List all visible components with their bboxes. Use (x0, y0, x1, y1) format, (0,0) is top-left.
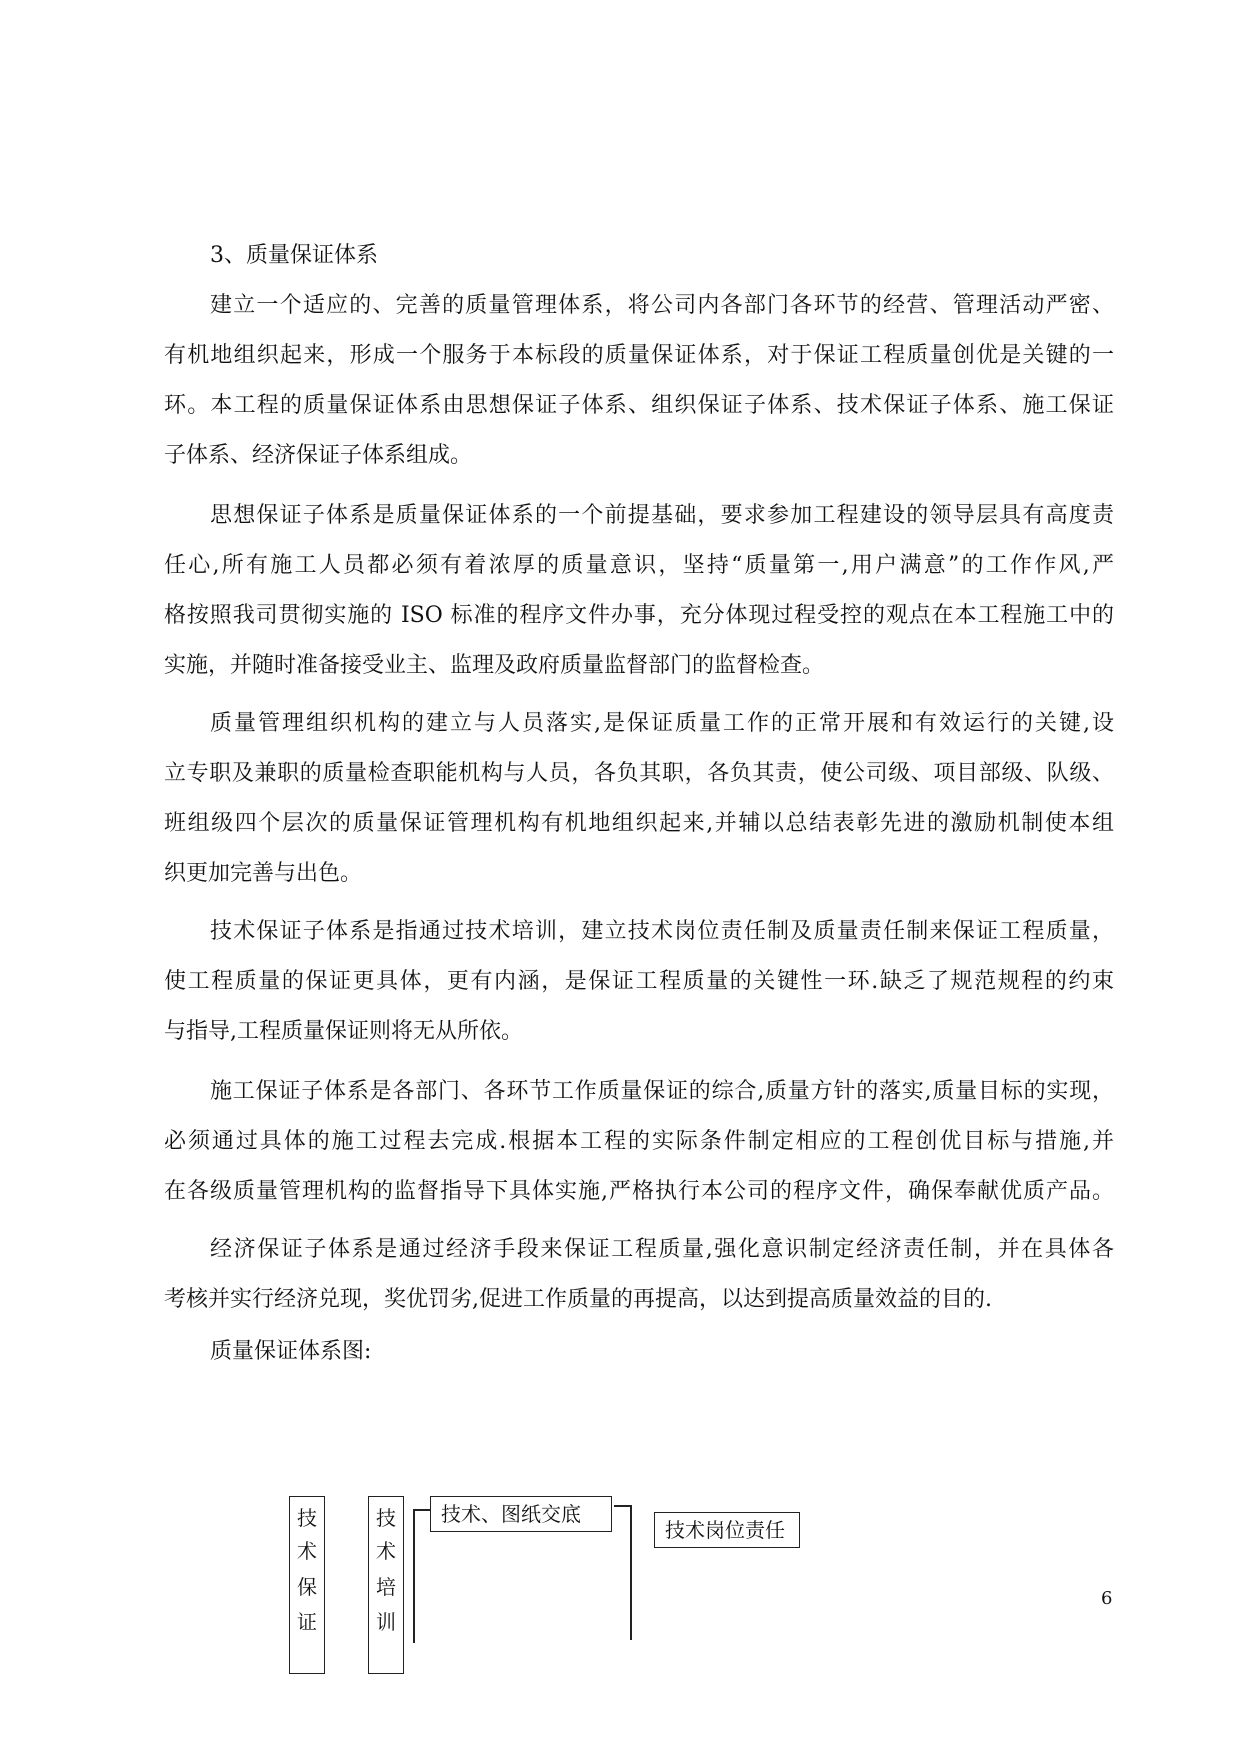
box-post-responsibility: 技术岗位责任 (654, 1512, 800, 1548)
connector-line (413, 1509, 430, 1511)
text-line: 与指导,工程质量保证则将无从所依。 (164, 1019, 523, 1044)
box-text-char: 训 (376, 1610, 396, 1634)
box-text-char: 保 (297, 1575, 317, 1599)
text-line: 环。本工程的质量保证体系由思想保证子体系、组织保证子体系、技术保证子体系、施工保证 (164, 393, 1114, 418)
text-line: 立专职及兼职的质量检查职能机构与人员，各负其职，各负其责，使公司级、项目部级、队级、 (164, 761, 1114, 786)
text-line: 必须通过具体的施工过程去完成.根据本工程的实际条件制定相应的工程创优目标与措施,并 (164, 1129, 1114, 1154)
connector-line (413, 1509, 415, 1643)
box-text-char: 培 (376, 1575, 396, 1599)
text-line: 思想保证子体系是质量保证体系的一个前提基础，要求参加工程建设的领导层具有高度责 (210, 503, 1114, 528)
text-line: 在各级质量管理机构的监督指导下具体实施,严格执行本公司的程序文件，确保奉献优质产品。 (164, 1179, 1114, 1204)
connector-line (630, 1505, 632, 1640)
text-line: 子体系、经济保证子体系组成。 (164, 443, 473, 468)
text-line: 质量管理组织机构的建立与人员落实,是保证质量工作的正常开展和有效运行的关键,设 (210, 711, 1114, 736)
page-number: 6 (1101, 1588, 1113, 1609)
text-line: 考核并实行经济兑现，奖优罚劣,促进工作质量的再提高，以达到提高质量效益的目的. (164, 1287, 992, 1312)
text-line: 技术保证子体系是指通过技术培训，建立技术岗位责任制及质量责任制来保证工程质量， (210, 919, 1114, 944)
text-line: 班组级四个层次的质量保证管理机构有机地组织起来,并辅以总结表彰先进的激励机制使本组 (164, 811, 1114, 836)
text-line: 织更加完善与出色。 (164, 861, 363, 886)
box-text-char: 术 (376, 1539, 396, 1563)
text-line: 建立一个适应的、完善的质量管理体系，将公司内各部门各环节的经营、管理活动严密、 (210, 293, 1114, 318)
section-heading: 3、质量保证体系 (210, 243, 378, 268)
text-line: 实施，并随时准备接受业主、监理及政府质量监督部门的监督检查。 (164, 653, 825, 678)
box-text-char: 技 (297, 1506, 317, 1530)
text-line: 格按照我司贯彻实施的 ISO 标准的程序文件办事，充分体现过程受控的观点在本工程施工中的 (164, 603, 1114, 628)
box-text-char: 技 (376, 1506, 396, 1530)
text-line: 任心,所有施工人员都必须有着浓厚的质量意识，坚持“质量第一,用户满意”的工作作风,严 (164, 553, 1114, 578)
text-line: 有机地组织起来，形成一个服务于本标段的质量保证体系，对于保证工程质量创优是关键的一 (164, 343, 1114, 368)
text-line: 质量保证体系图: (210, 1339, 372, 1364)
text-line: 施工保证子体系是各部门、各环节工作质量保证的综合,质量方针的落实,质量目标的实现， (210, 1079, 1114, 1104)
box-text-char: 术 (297, 1539, 317, 1563)
text-line: 使工程质量的保证更具体，更有内涵，是保证工程质量的关键性一环.缺乏了规范规程的约束 (164, 969, 1114, 994)
box-drawing-disclosure: 技术、图纸交底 (430, 1496, 612, 1532)
box-text-char: 证 (297, 1610, 317, 1634)
text-line: 经济保证子体系是通过经济手段来保证工程质量,强化意识制定经济责任制，并在具体各 (210, 1237, 1114, 1262)
